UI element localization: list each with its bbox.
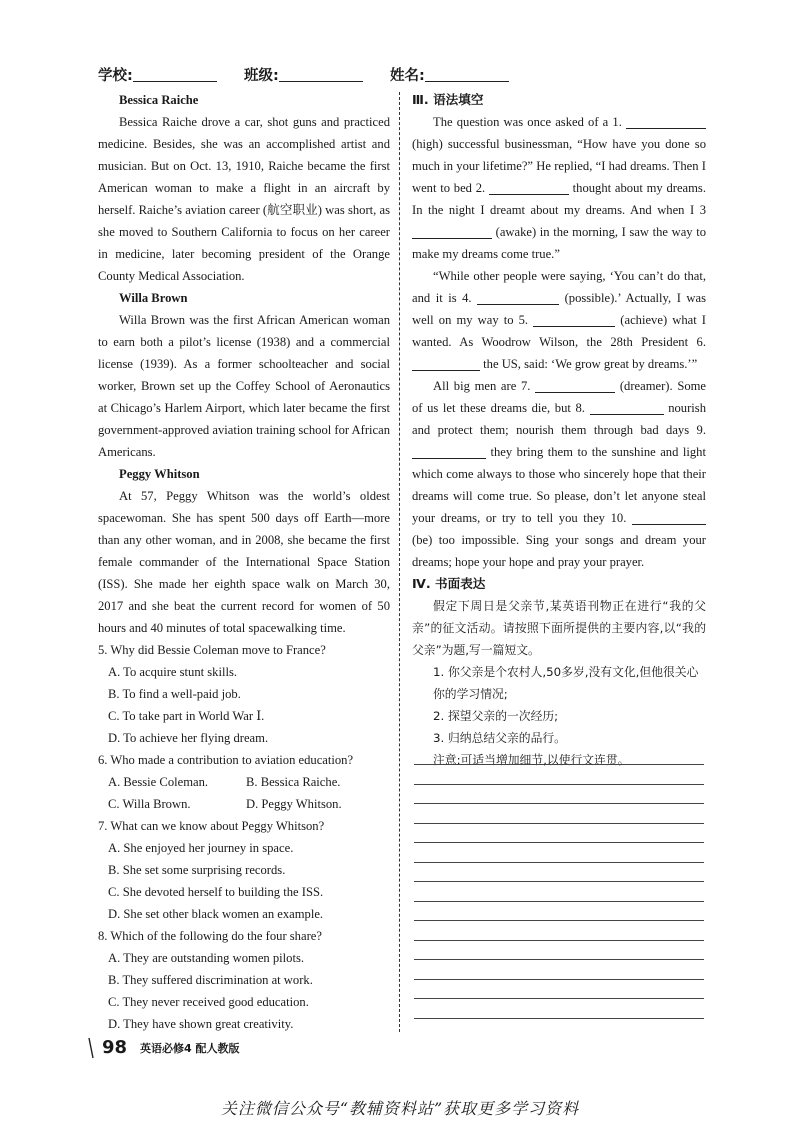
blank-8[interactable] [590, 400, 664, 415]
q7-option-d[interactable]: D. She set other black women an example. [108, 907, 324, 921]
p1-text-c: thought about my dreams. In the night I dreamt about my dreams. And when I 3 [412, 181, 706, 217]
school-blank[interactable] [133, 66, 217, 82]
blank-10[interactable] [632, 510, 706, 525]
answer-line[interactable] [414, 1018, 704, 1019]
q7-option-b[interactable]: B. She set some surprising records. [108, 863, 286, 877]
bessica-heading: Bessica Raiche [119, 93, 199, 107]
p2-text-c: (achieve) what I wanted. As Woodrow Wilson, the 28th President 6. [412, 313, 707, 349]
q6-options-row-2 [98, 793, 390, 815]
bessica-paragraph: Bessica Raiche drove a car, shot guns and practiced medicine. Besides, she was an accomplished artist and musician. But on Oct. 13, 1910, Raiche became the first American woman to make a flight in an aircraft by herself. Raiche’s aviation career (航空职业) was short, as she moved to Southern California to focus on her career in medicine, later becoming president of the Orange County Medical Association. [98, 115, 390, 283]
p1-text-b: (high) successful businessman, “How have you done so much in your lifetime?” He replied, “I had dreams. Then I went to bed 2. [412, 137, 706, 195]
q8-option-d[interactable]: D. They have shown great creativity. [108, 1017, 294, 1031]
willa-paragraph: Willa Brown was the first African American woman to earn both a pilot’s license (1938) and a commercial license (1939). As a former schoolteacher and social worker, Brown set up the Coffey School of Aeronautics at Chicago’s Harlem Airport, which later became the first government-approved aviation training school for African Americans. [98, 313, 391, 459]
answer-line[interactable] [414, 862, 704, 863]
q6-options-row-1 [98, 771, 390, 793]
name-label: 姓名: [390, 68, 425, 84]
answer-line[interactable] [414, 901, 704, 902]
wechat-notice: 关注微信公众号“教辅资料站”获取更多学习资料 [220, 1099, 580, 1118]
p1-text-a: The question was once asked of a 1. [433, 115, 622, 129]
p2-text-b: (possible).’ Actually, I was well on my way to 5. [412, 291, 706, 327]
q5-option-a[interactable]: A. To acquire stunt skills. [108, 665, 238, 679]
left-column [98, 89, 390, 1035]
class-label: 班级: [244, 68, 279, 84]
answer-line[interactable] [414, 803, 704, 804]
blank-2[interactable] [489, 180, 569, 195]
page-number: 98 [102, 1037, 128, 1058]
blank-9[interactable] [412, 444, 486, 459]
writing-point-1: 1. 你父亲是个农村人,50多岁,没有文化,但他很关心你的学习情况; [433, 665, 699, 701]
writing-intro: 假定下周日是父亲节,某英语刊物正在进行“我的父亲”的征文活动。请按照下面所提供的主要内容,以“我的父亲”为题,写一篇短文。 [412, 599, 706, 657]
question-8: 8. Which of the following do the four share? [98, 929, 322, 943]
willa-heading: Willa Brown [119, 291, 188, 305]
blank-4[interactable] [477, 290, 559, 305]
book-label: 英语必修4 配人教版 [140, 1042, 240, 1055]
q6-option-b[interactable]: B. Bessica Raiche. [246, 775, 341, 789]
answer-line[interactable] [414, 881, 704, 882]
p3-text-a: All big men are 7. [433, 379, 531, 393]
writing-section-title: Ⅳ. 书面表达 [412, 576, 486, 591]
blank-5[interactable] [533, 312, 615, 327]
peggy-heading: Peggy Whitson [119, 467, 200, 481]
q8-option-c[interactable]: C. They never received good education. [108, 995, 309, 1009]
grammar-paragraph-2 [412, 265, 706, 375]
p1-text-d: (awake) in the morning, I saw the way to make my dreams come true.” [412, 225, 707, 261]
answer-line[interactable] [414, 940, 704, 941]
p3-text-e: (be) too impossible. Sing your songs and dream your dreams; hope your hope and pray your prayer. [412, 533, 706, 569]
blank-1[interactable] [626, 114, 706, 129]
answer-line[interactable] [414, 959, 704, 960]
answer-line[interactable] [414, 979, 704, 980]
school-label: 学校: [98, 68, 133, 84]
peggy-paragraph: At 57, Peggy Whitson was the world’s oldest spacewoman. She has spent 500 days off Earth—more than any other woman, and in 2008, she became the first female commander of the International Space Station (ISS). She made her eighth space walk on March 30, 2017 and she beat the current record for women of 50 hours and 40 minutes of total spacewalking time. [98, 489, 390, 635]
p2-text-a: “While other people were saying, ‘You can’t do that, and it is 4. [412, 269, 706, 305]
question-7: 7. What can we know about Peggy Whitson? [98, 819, 325, 833]
p3-text-c: nourish and protect them; nourish them through bad days 9. [412, 401, 706, 437]
grammar-paragraph-1 [412, 111, 706, 265]
q7-option-a[interactable]: A. She enjoyed her journey in space. [108, 841, 294, 855]
q5-option-b[interactable]: B. To find a well-paid job. [108, 687, 241, 701]
footer-slash-icon [88, 1037, 94, 1059]
answer-line[interactable] [414, 920, 704, 921]
class-blank[interactable] [279, 66, 363, 82]
answer-line[interactable] [414, 998, 704, 999]
q8-option-a[interactable]: A. They are outstanding women pilots. [108, 951, 304, 965]
answer-line[interactable] [414, 823, 704, 824]
answer-line[interactable] [414, 784, 704, 785]
writing-note: 注意:可适当增加细节,以使行文连贯。 [433, 753, 630, 767]
q6-option-d[interactable]: D. Peggy Whitson. [246, 797, 342, 811]
grammar-paragraph-3 [412, 375, 706, 573]
q8-option-b[interactable]: B. They suffered discrimination at work. [108, 973, 313, 987]
writing-prompt [412, 595, 706, 771]
name-field[interactable] [390, 64, 509, 85]
page-footer [88, 1037, 388, 1063]
answer-line[interactable] [414, 764, 704, 765]
question-5: 5. Why did Bessie Coleman move to France? [98, 643, 326, 657]
p2-text-d: the US, said: ‘We grow great by dreams.’” [483, 357, 698, 371]
school-field[interactable] [98, 64, 217, 85]
student-info-header [98, 64, 558, 86]
q6-option-a[interactable]: A. Bessie Coleman. [108, 775, 209, 789]
writing-point-2: 2. 探望父亲的一次经历; [433, 709, 559, 723]
q5-option-c[interactable]: C. To take part in World War Ⅰ. [108, 709, 265, 723]
name-blank[interactable] [425, 66, 509, 82]
grammar-section-title: Ⅲ. 语法填空 [412, 92, 484, 107]
q7-option-c[interactable]: C. She devoted herself to building the ISS. [108, 885, 324, 899]
right-column [412, 89, 706, 771]
q6-option-c[interactable]: C. Willa Brown. [108, 797, 191, 811]
q5-option-d[interactable]: D. To achieve her flying dream. [108, 731, 269, 745]
question-6: 6. Who made a contribution to aviation education? [98, 753, 354, 767]
blank-3[interactable] [412, 224, 492, 239]
p3-text-d: they bring them to the sunshine and light which come always to those who sincerely hope that their dreams will come true. So please, don’t let anyone steal your dreams, or try to tell you they 10. [412, 445, 706, 525]
blank-7[interactable] [535, 378, 615, 393]
answer-line[interactable] [414, 842, 704, 843]
p3-text-b: (dreamer). Some of us let these dreams die, but 8. [412, 379, 707, 415]
blank-6[interactable] [412, 356, 480, 371]
writing-point-3: 3. 归纳总结父亲的品行。 [433, 731, 566, 745]
column-divider [399, 92, 400, 1032]
class-field[interactable] [244, 64, 363, 85]
